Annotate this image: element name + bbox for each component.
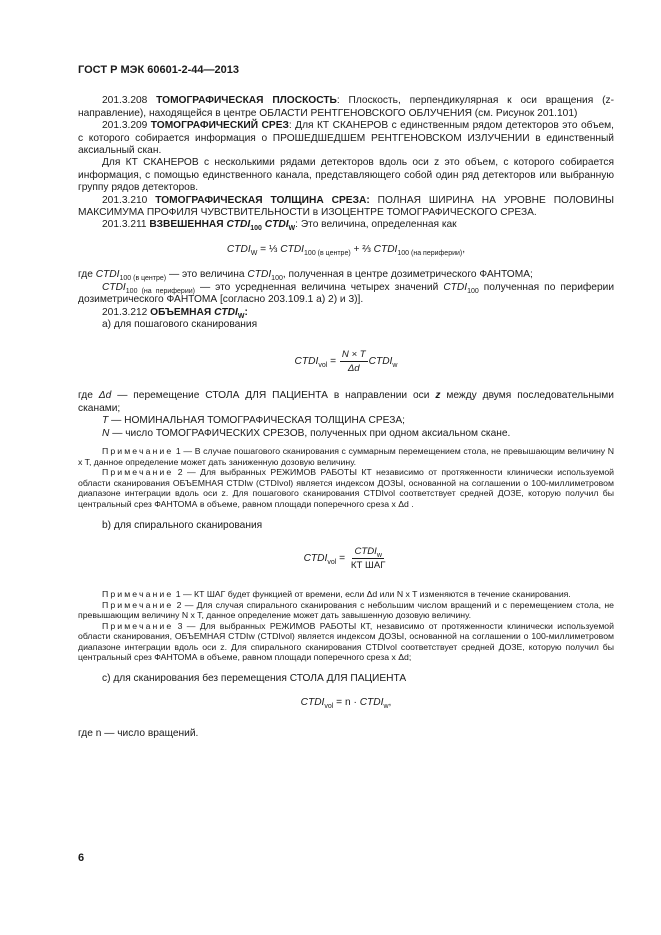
definition-volume-ctdi: 201.3.212 ОБЪЕМНАЯ $CTDI_W$: — [102, 306, 248, 320]
definition-tomographic-section-cont: Для КТ СКАНЕРОВ с несколькими рядами детекторов вдоль оси z это объем, с которого собирается информация, с помощью единственного канала, представляющего собой один ряд детекторов или выбранную группу рядов детекторов. — [78, 157, 614, 194]
where-n: N — число ТОМОГРАФИЧЕСКИХ СРЕЗОВ, полученных при одном аксиальном скане. — [102, 427, 511, 439]
page-number: 6 — [78, 852, 85, 864]
note-a-1: Примечание 1 — В случае пошагового сканирования с суммарным перемещением стола, не превышающим величину N x T, данное определение может дать заниженную дозовую величину. — [78, 445, 615, 467]
definition-tomographic-slice-thickness: 201.3.210 ТОМОГРАФИЧЕСКАЯ ТОЛЩИНА СРЕЗА: ПОЛНАЯ ШИРИНА НА УРОВНЕ ПОЛОВИНЫ МАКСИМУМА ПРОФИЛЯ ЧУВСТВИТЕЛЬНОСТИ в ИЗОЦЕНТРЕ ТОМОГРАФИЧЕСКОГО СРЕЗА. — [78, 194, 614, 219]
where-t: T — НОМИНАЛЬНАЯ ТОМОГРАФИЧЕСКАЯ ТОЛЩИНА СРЕЗА; — [102, 415, 405, 427]
term: ТОМОГРАФИЧЕСКИЙ СРЕЗ — [150, 120, 289, 132]
note-b-2: Примечание 2 — Для случая спирального сканирования с небольшим числом вращений и с перемещением стола, не превышающим величину N x T, данное определение может дать завышенную дозовую величину. — [78, 599, 614, 621]
term: ТОМОГРАФИЧЕСКАЯ ПЛОСКОСТЬ — [156, 95, 337, 107]
term: ОБЪЕМНАЯ $CTDI_W$: — [150, 306, 248, 320]
item-c-no-table-move: с) для сканирования без перемещения СТОЛА ДЛЯ ПАЦИЕНТА — [102, 673, 407, 685]
document-page — [78, 64, 614, 740]
formula-ctdi-vol-n: $CTDI_{vol} = n$ · $CTDI_w$, — [300, 697, 392, 711]
definition-tomographic-plane: 201.3.208 ТОМОГРАФИЧЕСКАЯ ПЛОСКОСТЬ: Плоскость, перпендикулярная к оси вращения (z-направление), находящейся в центре ОБЛАСТИ РЕНТГЕНОВСКОГО ОБЛУЧЕНИЯ (см. Рисунок 201.101) — [78, 95, 614, 119]
definition-tomographic-section: 201.3.209 ТОМОГРАФИЧЕСКИЙ СРЕЗ: Для КТ СКАНЕРОВ с единственным рядом детекторов это объем, с которого собирается информация о ПРОШЕДШЕДШЕМ РЕНТГЕНОВСКОМ ИЗЛУЧЕНИИ в единственный аксиальный скан. — [78, 120, 614, 157]
standard-header: ГОСТ Р МЭК 60601-2-44—2013 — [78, 64, 239, 76]
fraction: $\frac{CTDI_w}{\text{КТ ШАГ}}$ — [350, 545, 386, 571]
formula-ctdi-vol-spiral: $CTDI_{vol}$ = $\frac{CTDI_w}{\text{КТ ШАГ}}$ — [303, 545, 386, 571]
note-b-3: Примечание 3 — Для выбранных РЕЖИМОВ РАБОТЫ КТ, независимо от протяженности клинически используемой области сканирования, ОБЪЕМНАЯ CTDIw (CTDIvol) является индексом ДОЗЫ, основанной на соглашении о 100-миллиметровом диапазоне интеграции вдоль оси z. Для спирального сканирования CTDIvol соответствует средней ДОЗЕ, которую получил бы центральный срез ФАНТОМА в объеме, равном площади поперечного среза x Δd; — [78, 620, 614, 663]
where-ctdi-periphery: $CTDI_{100 (на периферии)}$ — это усредненная величина четырех значений $CTDI_{100}$ полученная по периферии дозиметрического ФАНТОМА [согласно 203.109.1 а) 2) и 3)]. — [78, 281, 615, 306]
term: ТОМОГРАФИЧЕСКАЯ ТОЛЩИНА СРЕЗА: — [155, 194, 370, 206]
term: ВЗВЕШЕННАЯ $CTDI_{100}$ $CTDI_W$ — [149, 219, 296, 233]
definition-weighted-ctdi: 201.3.211 ВЗВЕШЕННАЯ $CTDI_{100}$ $CTDI_W$: Это величина, определенная как — [102, 219, 457, 233]
note-b-1: Примечание 1 — КТ ШАГ будет функцией от времени, если Δd или N x T изменяются в течение сканирования. — [102, 588, 571, 599]
where-n-rotations: где n — число вращений. — [78, 727, 199, 739]
fraction: $\frac{N \times T}{\Delta d}$ — [341, 349, 366, 375]
item-a-step-scan: а) для пошагового сканирования — [102, 318, 258, 330]
item-b-spiral-scan: b) для спирального сканирования — [102, 519, 263, 531]
formula-ctdi-vol-step: $CTDI_{vol}$ = $\frac{N \times T}{\Delta d}$ $CTDI_w$ — [294, 349, 398, 375]
note-a-2: Примечание 2 — Для выбранных РЕЖИМОВ РАБОТЫ КТ независимо от протяженности клинически используемой области сканирования ОБЪЕМНАЯ CTDIw (CTDIvol) является индексом ДОЗЫ, основанной на соглашении о 100-миллиметровом диапазоне интеграции вдоль оси z. Для пошагового сканирования CTDIvol соответствует средней ДОЗЕ, которую получил бы центральный срез ФАНТОМА в объеме, равном площади поперечного среза x Δd . — [78, 467, 615, 509]
where-ctdi-center: где $CTDI_{100 (в центре)}$ — это величина $CTDI_{100}$, полученная в центре дозиметрического ФАНТОМА; — [78, 269, 533, 283]
where-delta-d: где Δd — перемещение СТОЛА ДЛЯ ПАЦИЕНТА в направлении оси z между двумя последовательными сканами; — [78, 390, 614, 414]
formula-ctdi-w: $CTDI_W$ = ⅓ $CTDI_{100 (в центре)}$ + ⅔ $CTDI_{100 (на периферии)}$, — [226, 243, 466, 257]
